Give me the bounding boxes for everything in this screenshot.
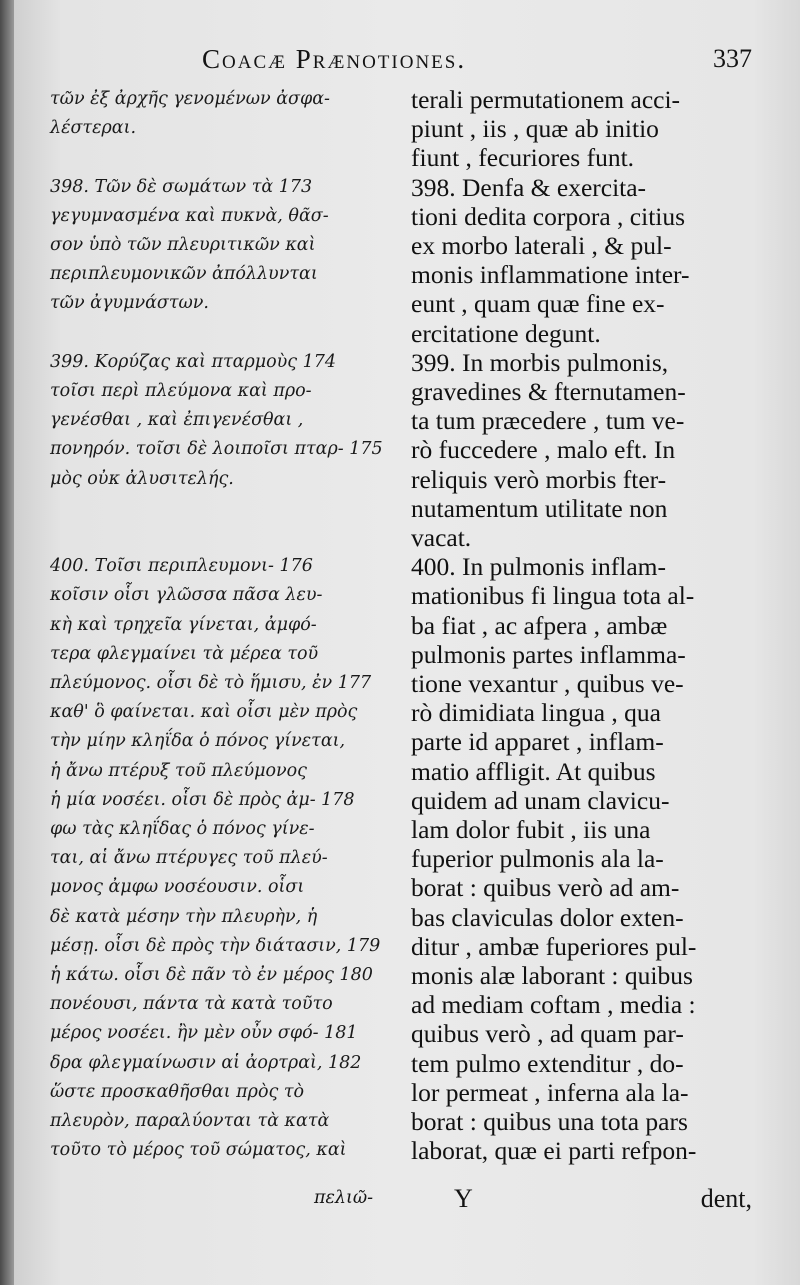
latin-text-line: ta tum præcedere , tum ve- <box>411 406 685 436</box>
latin-text-line: monis alæ laborant : quibus <box>411 961 693 990</box>
latin-text-line: fuperior pulmonis ala la- <box>411 844 664 874</box>
latin-text-line: tioni dedita corpora , citius <box>411 201 686 231</box>
greek-text-line: πλεύμονος. οἷσι δὲ τὸ ἥμισυ, ἐν 177 <box>50 673 372 693</box>
greek-text-line: τοῖσι περὶ πλεύμονα καὶ προ- <box>50 381 312 401</box>
latin-text-line: ercitatione degunt. <box>411 318 601 348</box>
latin-text-line: gravedines & fternutamen- <box>411 377 686 406</box>
greek-text-line: τὴν μίην κληΐδα ὁ πόνος γίνεται, <box>50 731 346 752</box>
greek-text-line: γενέσθαι , καὶ ἐπιγενέσθαι , <box>50 410 304 431</box>
greek-text-line: δὲ κατὰ μέσην τὴν πλευρὴν, ἡ <box>50 906 318 927</box>
latin-text-line: eunt , quam quæ fine ex- <box>411 289 665 319</box>
latin-text-line: bas claviculas dolor exten- <box>411 902 684 932</box>
latin-text-line: ditur , ambæ fuperiores pul- <box>411 931 697 961</box>
greek-text-line: τοῦτο τὸ μέρος τοῦ σώματος, καὶ <box>50 1140 347 1161</box>
greek-text-line: περιπλευμονικῶν ἀπόλλυνται <box>50 264 318 285</box>
latin-text-line: fiunt , fecuriores funt. <box>411 143 635 173</box>
greek-text-line: κοῖσιν οἷσι γλῶσσα πᾶσα λευ- <box>50 585 323 606</box>
latin-text-line: mationibus fi lingua tota al- <box>411 581 695 611</box>
greek-text-line: τῶν ἐξ ἀρχῆς γενομένων ἀσφα- <box>50 89 330 109</box>
greek-text-line: μονος ἀμφω νοσέουσιν. οἷσι <box>50 877 305 898</box>
latin-text-line: 400. In pulmonis inflam- <box>411 552 666 582</box>
latin-text-line: parte id apparet , inflam- <box>411 727 664 757</box>
greek-catchword: πελιῶ- <box>314 1188 374 1208</box>
greek-text-line: γεγυμνασμένα καὶ πυκνὰ, θᾶσ- <box>50 205 329 226</box>
latin-text-line: tione vexantur , quibus ve- <box>411 669 684 698</box>
greek-text-line: καθ' ὃ φαίνεται. καὶ οἷσι μὲν πρὸς <box>50 702 358 723</box>
latin-text-line: rò fuccedere , malo eft. In <box>411 435 676 465</box>
latin-text-line: quidem ad unam clavicu- <box>411 785 670 815</box>
latin-text-line: reliquis verò morbis fter- <box>411 464 667 494</box>
latin-text-line: nutamentum utilitate non <box>411 493 668 523</box>
latin-text-line: piunt , iis , quæ ab initio <box>411 114 659 144</box>
greek-text-line: πλευρὸν, παραλύονται τὰ κατὰ <box>50 1111 330 1131</box>
signature-mark: Y <box>454 1184 473 1213</box>
latin-text-line: terali permutationem acci- <box>411 85 681 114</box>
greek-text-line: τῶν ἀγυμνάστων. <box>50 293 209 314</box>
running-title: Coacæ Prænotiones. <box>202 44 467 74</box>
latin-text-line: ba fiat , ac afpera , ambæ <box>411 610 668 640</box>
latin-text-line: 398. Denfa & exercita- <box>411 172 647 202</box>
latin-text-line: quibus verò , ad quam par- <box>411 1019 684 1049</box>
latin-text-line: ex morbo laterali , & pul- <box>411 231 672 260</box>
latin-text-line: pulmonis partes inflamma- <box>411 639 686 669</box>
greek-text-line: 399. Κορύζας καὶ πταρμοὺς 174 <box>50 351 337 372</box>
greek-text-line: ἡ μία νοσέει. οἷσι δὲ πρὸς ἀμ- 178 <box>50 789 355 810</box>
greek-text-line: πονηρόν. τοῖσι δὲ λοιποῖσι πταρ- 175 <box>50 439 383 460</box>
greek-text-line: 400. Τοῖσι περιπλευμονι- 176 <box>50 556 313 577</box>
latin-text-line: lor permeat , inferna ala la- <box>411 1077 689 1107</box>
latin-text-line: laborat, quæ ei parti refpon- <box>411 1136 697 1166</box>
latin-text-line: matio affligit. At quibus <box>411 756 656 786</box>
latin-catchword: dent, <box>700 1184 752 1213</box>
book-page <box>14 0 800 1285</box>
latin-text-line: vacat. <box>411 523 472 552</box>
page-edge-shadow <box>0 0 14 1285</box>
greek-text-line: μέσῃ. οἷσι δὲ πρὸς τὴν διάτασιν, 179 <box>50 935 381 956</box>
latin-text-line: rò dimidiata lingua , qua <box>411 698 661 728</box>
latin-text-line: tem pulmo extenditur , do- <box>411 1048 684 1078</box>
latin-text-line: monis inflammatione inter- <box>411 260 690 290</box>
greek-text-line: ἡ κάτω. οἷσι δὲ πᾶν τὸ ἐν μέρος 180 <box>50 965 373 985</box>
page-header <box>14 40 800 80</box>
greek-text-line: ἡ ἄνω πτέρυξ τοῦ πλεύμονος <box>50 760 307 781</box>
latin-text-line: lam dolor fubit , iis una <box>411 815 651 844</box>
greek-text-line: ὥστε προσκαθῆσθαι πρὸς τὸ <box>50 1081 305 1102</box>
latin-text-line: borat : quibus una tota pars <box>411 1107 688 1136</box>
latin-text-line: borat : quibus verò ad am- <box>411 873 680 903</box>
greek-text-line: κὴ καὶ τρηχεῖα γίνεται, ἀμφό- <box>50 614 317 635</box>
greek-text-line: 398. Τῶν δὲ σωμάτων τὰ 173 <box>50 176 313 197</box>
greek-text-line: μέρος νοσέει. ἢν μὲν οὖν σφό- 181 <box>50 1023 358 1044</box>
greek-text-line: μὸς οὐκ ἀλυσιτελής. <box>50 468 234 489</box>
greek-text-line: λέστεραι. <box>50 118 137 139</box>
greek-text-line: ται, αἱ ἄνω πτέρυγες τοῦ πλεύ- <box>50 848 328 869</box>
latin-text-line: 399. In morbis pulmonis, <box>411 347 669 377</box>
greek-text-line: πονέουσι, πάντα τὰ κατὰ τοῦτο <box>50 994 333 1015</box>
greek-text-line: δρα φλεγμαίνωσιν αἱ ἀορτραὶ, 182 <box>50 1052 362 1073</box>
latin-text-line: ad mediam coftam , media : <box>411 990 696 1020</box>
greek-text-line: σον ὑπὸ τῶν πλευριτικῶν καὶ <box>50 235 316 255</box>
greek-text-line: φω τὰς κληΐδας ὁ πόνος γίνε- <box>50 819 315 839</box>
page-number: 337 <box>713 44 752 73</box>
greek-text-line: τερα φλεγμαίνει τὰ μέρεα τοῦ <box>50 643 319 664</box>
